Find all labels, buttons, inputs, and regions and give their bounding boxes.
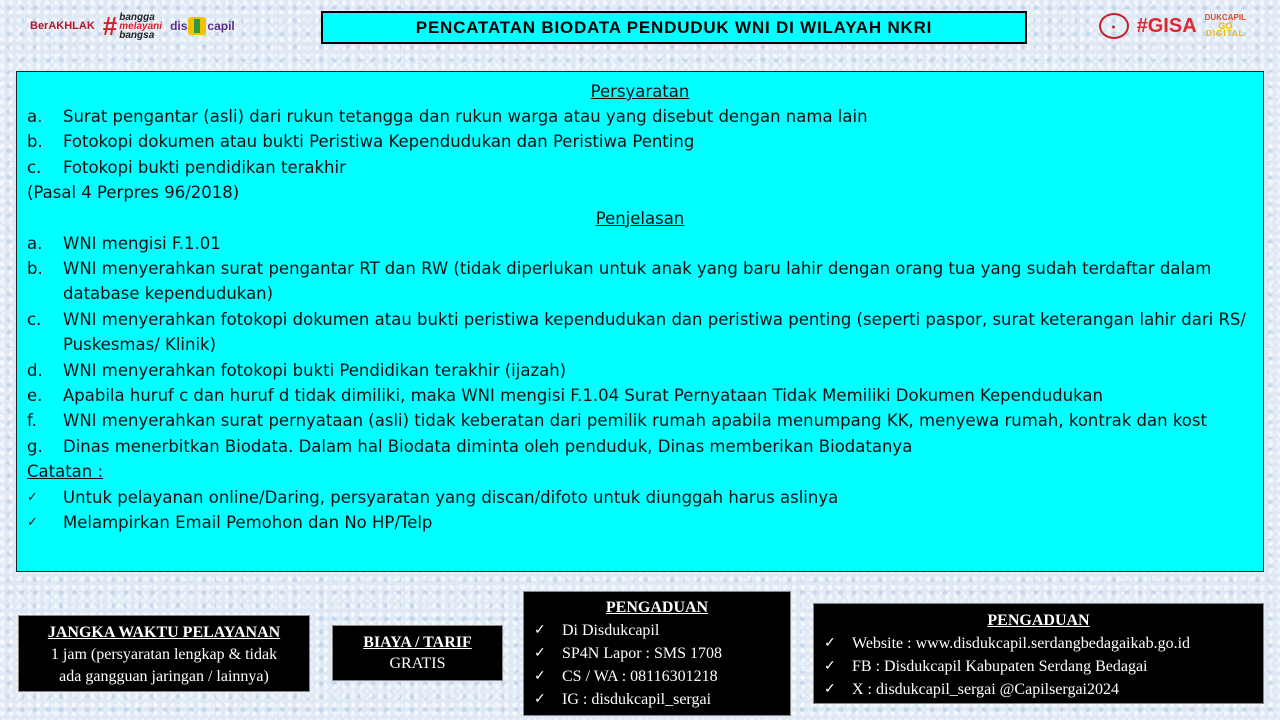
complaint-item (824, 678, 1263, 701)
persyaratan-heading: Persyaratan (590, 82, 690, 101)
bangga-melayani-bangsa-logo: # bangga melayani bangsa (102, 11, 163, 41)
list-text: Fotokopi bukti pendidikan terakhir (63, 157, 346, 177)
list-marker: c. (27, 157, 42, 177)
facebook-text: FB : Disdukcapil Kabupaten Serdang Bedagai (852, 658, 1148, 675)
penjelasan-item (17, 434, 1263, 459)
list-marker: b. (27, 132, 43, 152)
list-text: WNI menyerahkan fotokopi dokumen atau bukti peristiwa kependudukan dan peristiwa penting (seperti paspor, surat keterangan lahir dari RS/ Puskesmas/ Klinik) (63, 309, 1246, 355)
penjelasan-item (17, 358, 1263, 383)
list-text: Fotokopi dokumen atau bukti Peristiwa Kependudukan dan Peristiwa Penting (63, 132, 695, 152)
list-marker: c. (27, 309, 42, 329)
persyaratan-item (17, 104, 1263, 129)
persyaratan-item (17, 155, 1263, 180)
complaint-heading: PENGADUAN (987, 612, 1090, 629)
catatan-heading: Catatan : (27, 462, 104, 482)
disdukcapil-logo: dis capil (170, 19, 235, 33)
legal-basis-note: (Pasal 4 Perpres 96/2018) (27, 183, 240, 203)
complaint-text: CS / WA : 08116301218 (562, 668, 718, 685)
complaint-text: Di Disdukcapil (562, 622, 660, 639)
list-text: Dinas menerbitkan Biodata. Dalam hal Biodata diminta oleh penduduk, Dinas memberikan Biodatanya (63, 436, 913, 456)
complaint-text: SP4N Lapor : SMS 1708 (562, 645, 723, 662)
list-marker: b. (27, 259, 43, 279)
list-text: WNI mengisi F.1.01 (63, 233, 221, 253)
complaint-text: IG : disdukcapil_sergai (562, 691, 712, 708)
fee-heading: BIAYA / TARIF (363, 634, 472, 651)
check-icon: ✓ (27, 489, 38, 505)
complaint-heading: PENGADUAN (605, 599, 709, 616)
list-text: WNI menyerahkan surat pernyataan (asli) tidak keberatan dari pemilik rumah apabila menumpang KK, menyewa rumah, kontrak dan kost (63, 411, 1207, 431)
penjelasan-item (17, 408, 1263, 433)
list-text: Melampirkan Email Pemohon dan No HP/Telp (63, 513, 433, 533)
penjelasan-item (17, 307, 1263, 358)
check-icon: ✓ (534, 669, 546, 684)
penjelasan-item (17, 231, 1263, 256)
fee-value: GRATIS (389, 655, 446, 672)
complaint-item (824, 632, 1263, 655)
service-time-line: 1 jam (persyaratan lengkap & tidak (50, 646, 278, 663)
check-icon: ✓ (27, 515, 38, 531)
list-text: Apabila huruf c dan huruf d tidak dimiliki, maka WNI mengisi F.1.04 Surat Pernyataan Tidak Memiliki Dokumen Kependudukan (63, 386, 1103, 406)
service-time-line: ada gangguan jaringan / lainnya) (59, 668, 269, 685)
check-icon: ✓ (824, 659, 836, 674)
penjelasan-item (17, 256, 1263, 307)
check-icon: ✓ (824, 682, 836, 697)
complaint-item (534, 619, 790, 642)
website-link[interactable]: Website : www.disdukcapil.serdangbedagaikab.go.id (852, 635, 1191, 652)
complaint-item (824, 655, 1263, 678)
check-icon: ✓ (534, 623, 546, 638)
service-time-heading: JANGKA WAKTU PELAYANAN (47, 624, 281, 641)
list-text: Surat pengantar (asli) dari rukun tetangga dan rukun warga atau yang disebut dengan nama lain (63, 107, 868, 126)
complaint-item (534, 688, 790, 711)
header-logos-left (30, 10, 235, 42)
complaint-box-2 (813, 603, 1264, 704)
penjelasan-heading: Penjelasan (595, 208, 685, 228)
gisa-logo: #GISA (1136, 15, 1197, 37)
complaint-item (534, 642, 790, 665)
catatan-item (17, 510, 1263, 535)
check-icon: ✓ (534, 646, 546, 661)
check-icon: ✓ (534, 692, 546, 707)
dukcapil-prima-logo: ● (1099, 13, 1129, 39)
list-text: WNI menyerahkan fotokopi bukti Pendidikan terakhir (ijazah) (63, 360, 567, 380)
x-account-text: X : disdukcapil_sergai @Capilsergai2024 (852, 681, 1119, 698)
page-title: PENCATATAN BIODATA PENDUDUK WNI DI WILAYAH NKRI (321, 11, 1027, 44)
list-text: WNI menyerahkan surat pengantar RT dan RW (tidak diperlukan untuk anak yang baru lahir dengan orang tua yang sudah terdaftar dalam database kependudukan) (63, 259, 1212, 304)
requirements-panel (16, 71, 1264, 572)
complaint-box-1 (523, 591, 791, 716)
berakhlak-logo: BerAKHLAK (30, 20, 95, 32)
list-marker: a. (27, 233, 43, 253)
catatan-item (17, 485, 1263, 510)
fee-box (332, 625, 503, 681)
list-text: Untuk pelayanan online/Daring, persyaratan yang discan/difoto untuk diunggah harus aslinya (63, 487, 839, 507)
service-time-box (18, 615, 310, 692)
dukcapil-go-digital-logo: DUKCAPIL GO DIGITAL (1204, 13, 1246, 38)
list-marker: d. (27, 360, 43, 380)
complaint-item (534, 665, 790, 688)
list-marker: e. (27, 386, 43, 406)
check-icon: ✓ (824, 636, 836, 651)
list-marker: g. (27, 436, 43, 456)
list-marker: f. (27, 411, 37, 431)
penjelasan-item (17, 383, 1263, 408)
persyaratan-item (17, 129, 1263, 154)
list-marker: a. (27, 107, 43, 126)
header-logos-right (1099, 10, 1246, 42)
